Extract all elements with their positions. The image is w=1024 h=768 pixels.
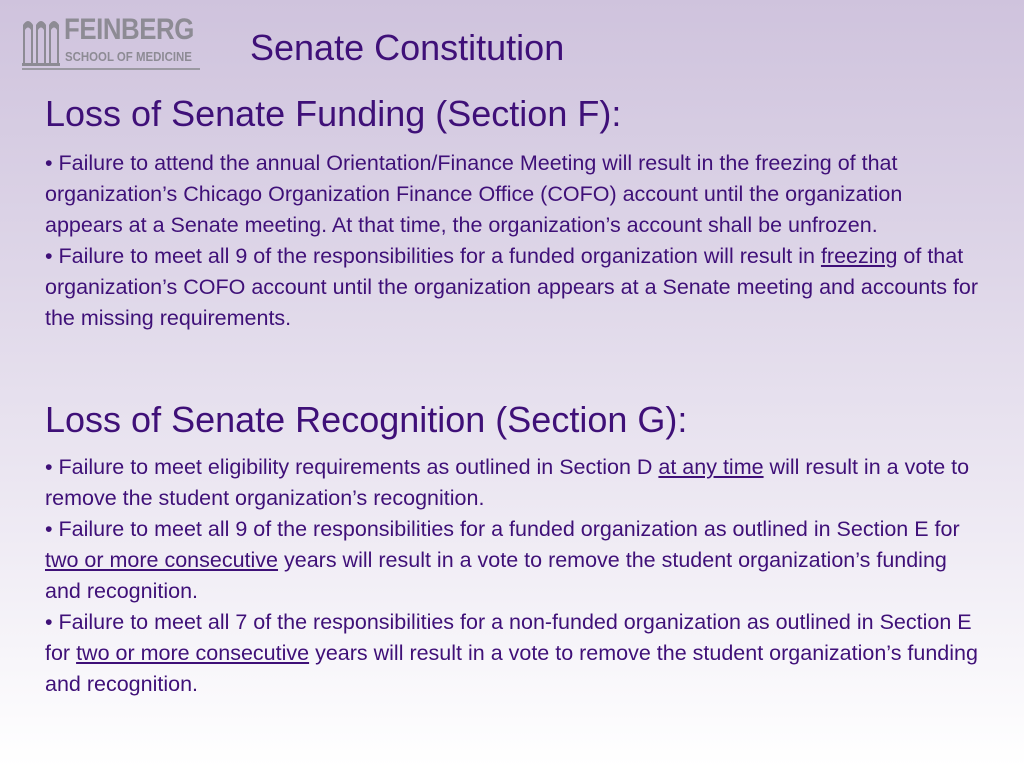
section-g-bullet-3-text-end: years will result in a vote to remove the student organization’s funding and recognition.: [45, 641, 978, 696]
section-g-bullet-3-underlined: two or more consecutive: [76, 641, 310, 665]
section-g-bullet-1-underlined: at any time: [658, 455, 764, 479]
section-g-bullet-2: [45, 514, 980, 607]
slide-title: Senate Constitution: [250, 27, 565, 68]
section-g-bullet-3: [45, 607, 980, 700]
section-g-bullet-2-text-start: • Failure to meet all 9 of the responsibilities for a funded organization as outlined in Section E for: [45, 517, 960, 541]
section-g-bullet-3-text-start: • Failure to meet all 7 of the responsibilities for a non-funded organization as outlined in Section E for: [45, 610, 972, 665]
section-g-bullet-2-underlined: two or more consecutive: [45, 548, 279, 572]
section-g-bullet-1: [45, 452, 980, 514]
section-g: [45, 398, 980, 700]
logo-divider: [22, 68, 200, 70]
feinberg-arch-icon: [22, 16, 60, 66]
section-g-bullet-2-text-end: years will result in a vote to remove the student organization’s funding and recognition.: [45, 548, 947, 603]
feinberg-logo: [22, 14, 204, 74]
section-f-bullet-2: [45, 241, 980, 334]
section-f-heading: Loss of Senate Funding (Section F):: [45, 93, 622, 134]
logo-name: FEINBERG: [64, 13, 194, 46]
section-f-bullet-1: • Failure to attend the annual Orientation/Finance Meeting will result in the freezing of that organization’s Chicago Organization Finance Office (COFO) account until the organization appears at a Senate meeting. At that time, the organization’s account shall be unfrozen.: [45, 151, 903, 237]
section-f-bullet-2-text-end: of that organization’s COFO account until the organization appears at a Senate meeting and accounts for the missing requirements.: [45, 244, 979, 330]
section-g-bullet-1-text-start: • Failure to meet eligibility requirements as outlined in Section D: [45, 455, 659, 479]
section-f-bullet-2-underlined: freezing: [820, 244, 898, 268]
section-f-bullet-2-text-start: • Failure to meet all 9 of the responsibilities for a funded organization will result in: [45, 244, 821, 268]
section-f: [45, 92, 980, 334]
logo-subtitle: SCHOOL OF MEDICINE: [65, 49, 192, 64]
section-g-heading: Loss of Senate Recognition (Section G):: [45, 399, 688, 440]
section-g-bullet-1-text-end: will result in a vote to remove the student organization’s recognition.: [45, 455, 970, 510]
